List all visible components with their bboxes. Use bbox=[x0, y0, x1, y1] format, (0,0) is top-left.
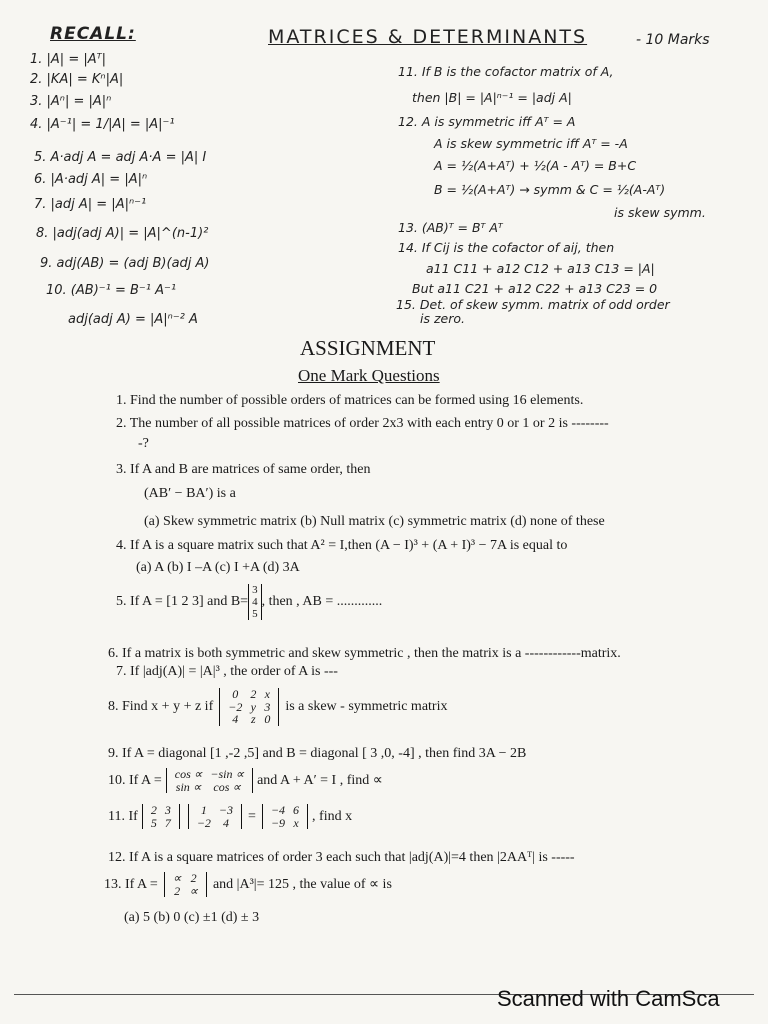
question-7: 7. If |adj(A)| = |A|³ , the order of A is --- bbox=[116, 664, 338, 679]
matrix-cell: 4 bbox=[222, 815, 229, 830]
question-8 bbox=[108, 688, 447, 726]
matrix-cell: x bbox=[293, 815, 299, 830]
recall-right-15b: is zero. bbox=[420, 311, 465, 326]
matrix-cell: sin ∝ bbox=[175, 779, 202, 794]
question-10 bbox=[108, 768, 383, 793]
question-5-matrix-b bbox=[248, 584, 262, 620]
question-8-matrix bbox=[219, 688, 279, 726]
question-13-matrix bbox=[164, 872, 207, 897]
recall-left-11: adj(adj A) = |A|ⁿ⁻² A bbox=[68, 312, 198, 327]
question-11-matrix-1 bbox=[142, 804, 180, 829]
question-2: 2. The number of all possible matrices of order 2x3 with each entry 0 or 1 or 2 is -------- bbox=[116, 416, 609, 431]
matrix-cell: −sin ∝ bbox=[210, 767, 245, 781]
question-13 bbox=[104, 872, 392, 897]
scanner-watermark: Scanned with CamSca bbox=[497, 986, 720, 1011]
recall-right-11a: 11. If B is the cofactor matrix of A, bbox=[398, 64, 614, 79]
question-3: 3. If A and B are matrices of same order, then bbox=[116, 462, 371, 477]
matrix-cell: 0 bbox=[264, 712, 271, 727]
matrix-entry: 4 bbox=[252, 596, 258, 609]
matrix-cell: x bbox=[264, 687, 270, 701]
topic-title: MATRICES & DETERMINANTS bbox=[268, 26, 588, 48]
question-4: 4. If A is a square matrix such that A² = I,then (A − I)³ + (A + I)³ − 7A is equal to bbox=[116, 538, 568, 553]
matrix-cell: 3 bbox=[164, 803, 171, 817]
recall-right-14b: a11 C11 + a12 C12 + a13 C13 = |A| bbox=[426, 261, 655, 276]
question-3-options: (a) Skew symmetric matrix (b) Null matrix (c) symmetric matrix (d) none of these bbox=[144, 514, 605, 529]
question-11-matrix-3 bbox=[262, 804, 308, 829]
matrix-cell: z bbox=[251, 712, 256, 727]
assignment-title: ASSIGNMENT bbox=[300, 336, 436, 360]
question-11-text: 11. If bbox=[108, 808, 138, 824]
matrix-cell: 1 bbox=[200, 803, 207, 817]
question-11 bbox=[108, 804, 352, 829]
question-11-ask: , find x bbox=[312, 808, 353, 824]
recall-left-4: 4. |A⁻¹| = 1/|A| = |A|⁻¹ bbox=[30, 117, 175, 132]
recall-right-12a: 12. A is symmetric iff Aᵀ = A bbox=[398, 114, 576, 129]
recall-right-13: 13. (AB)ᵀ = Bᵀ Aᵀ bbox=[398, 220, 503, 235]
matrix-cell: 2 bbox=[150, 803, 157, 817]
question-8-ask: is a skew - symmetric matrix bbox=[285, 698, 448, 714]
equals-sign: = bbox=[248, 808, 256, 824]
question-1: 1. Find the number of possible orders of matrices can be formed using 16 elements. bbox=[116, 393, 584, 408]
question-2-cont: -? bbox=[138, 436, 149, 451]
marks-label: - 10 Marks bbox=[636, 32, 710, 48]
assignment-subtitle: One Mark Questions bbox=[298, 366, 440, 385]
recall-right-15a: 15. Det. of skew symm. matrix of odd order bbox=[396, 297, 670, 312]
recall-right-12c: A = ½(A+Aᵀ) + ½(A - Aᵀ) = B+C bbox=[434, 158, 637, 173]
question-9: 9. If A = diagonal [1 ,-2 ,5] and B = diagonal [ 3 ,0, -4] , then find 3A − 2B bbox=[108, 746, 527, 761]
matrix-cell: 4 bbox=[232, 712, 239, 727]
recall-left-10: 10. (AB)⁻¹ = B⁻¹ A⁻¹ bbox=[46, 283, 177, 298]
question-5 bbox=[116, 584, 382, 620]
matrix-cell: 0 bbox=[232, 687, 239, 701]
matrix-cell: −2 bbox=[196, 815, 211, 830]
recall-left-9: 9. adj(AB) = (adj B)(adj A) bbox=[40, 256, 210, 271]
question-5-text: 5. If A = [1 2 3] and B= bbox=[116, 594, 249, 610]
matrix-cell: −2 bbox=[228, 699, 243, 714]
recall-right-14c: But a11 C21 + a12 C22 + a13 C23 = 0 bbox=[412, 281, 658, 296]
matrix-cell: 5 bbox=[150, 815, 157, 830]
question-3-expr: (AB′ − BA′) is a bbox=[144, 486, 236, 501]
recall-left-6: 6. |A·adj A| = |A|ⁿ bbox=[34, 172, 148, 187]
recall-left-7: 7. |adj A| = |A|ⁿ⁻¹ bbox=[34, 197, 147, 212]
question-6: 6. If a matrix is both symmetric and skew symmetric , then the matrix is a ------------matrix. bbox=[108, 646, 621, 661]
question-5-ask: , then , AB = ............. bbox=[261, 594, 383, 610]
recall-right-14a: 14. If Cij is the cofactor of aij, then bbox=[398, 240, 615, 255]
matrix-cell: cos ∝ bbox=[174, 767, 203, 781]
matrix-cell: ∝ bbox=[172, 871, 182, 885]
matrix-cell: −9 bbox=[270, 815, 286, 830]
matrix-cell: 2 bbox=[250, 687, 257, 701]
question-13-ask: and |A³|= 125 , the value of ∝ is bbox=[212, 877, 392, 893]
matrix-cell: −4 bbox=[270, 803, 286, 817]
matrix-cell: 7 bbox=[164, 815, 171, 830]
matrix-entry: 5 bbox=[252, 608, 258, 621]
matrix-cell: 2 bbox=[190, 871, 197, 885]
recall-right-11b: then |B| = |A|ⁿ⁻¹ = |adj A| bbox=[412, 90, 572, 105]
recall-right-12d: B = ½(A+Aᵀ) → symm & C = ½(A-Aᵀ) bbox=[434, 182, 666, 197]
question-13-options: (a) 5 (b) 0 (c) ±1 (d) ± 3 bbox=[124, 910, 260, 925]
question-8-text: 8. Find x + y + z if bbox=[108, 698, 214, 714]
question-12: 12. If A is a square matrices of order 3 each such that |adj(A)|=4 then |2AAᵀ| is ----- bbox=[108, 850, 575, 865]
matrix-cell: 6 bbox=[293, 803, 300, 817]
matrix-cell: 3 bbox=[264, 699, 271, 714]
recall-left-2: 2. |KA| = Kⁿ|A| bbox=[30, 72, 124, 87]
question-13-text: 13. If A = bbox=[104, 876, 158, 892]
recall-right-12b: A is skew symmetric iff Aᵀ = -A bbox=[434, 136, 628, 151]
recall-left-3: 3. |Aⁿ| = |A|ⁿ bbox=[30, 94, 112, 109]
question-10-text: 10. If A = bbox=[108, 772, 162, 788]
question-4-options: (a) A (b) I –A (c) I +A (d) 3A bbox=[136, 560, 300, 575]
matrix-cell: y bbox=[250, 699, 256, 714]
question-10-matrix bbox=[166, 768, 253, 793]
recall-heading: RECALL: bbox=[50, 24, 136, 44]
recall-left-5: 5. A·adj A = adj A·A = |A| I bbox=[34, 150, 207, 165]
matrix-cell: 2 bbox=[174, 883, 181, 898]
recall-left-8: 8. |adj(adj A)| = |A|^(n-1)² bbox=[36, 226, 209, 241]
matrix-cell: cos ∝ bbox=[213, 779, 241, 794]
matrix-cell: ∝ bbox=[189, 883, 198, 898]
matrix-entry: 3 bbox=[252, 584, 258, 596]
question-11-matrix-2 bbox=[188, 804, 242, 829]
matrix-cell: −3 bbox=[218, 803, 234, 817]
question-10-ask: and A + A′ = I , find ∝ bbox=[257, 773, 383, 789]
recall-right-12e: is skew symm. bbox=[614, 205, 706, 220]
recall-left-1: 1. |A| = |Aᵀ| bbox=[30, 52, 107, 67]
